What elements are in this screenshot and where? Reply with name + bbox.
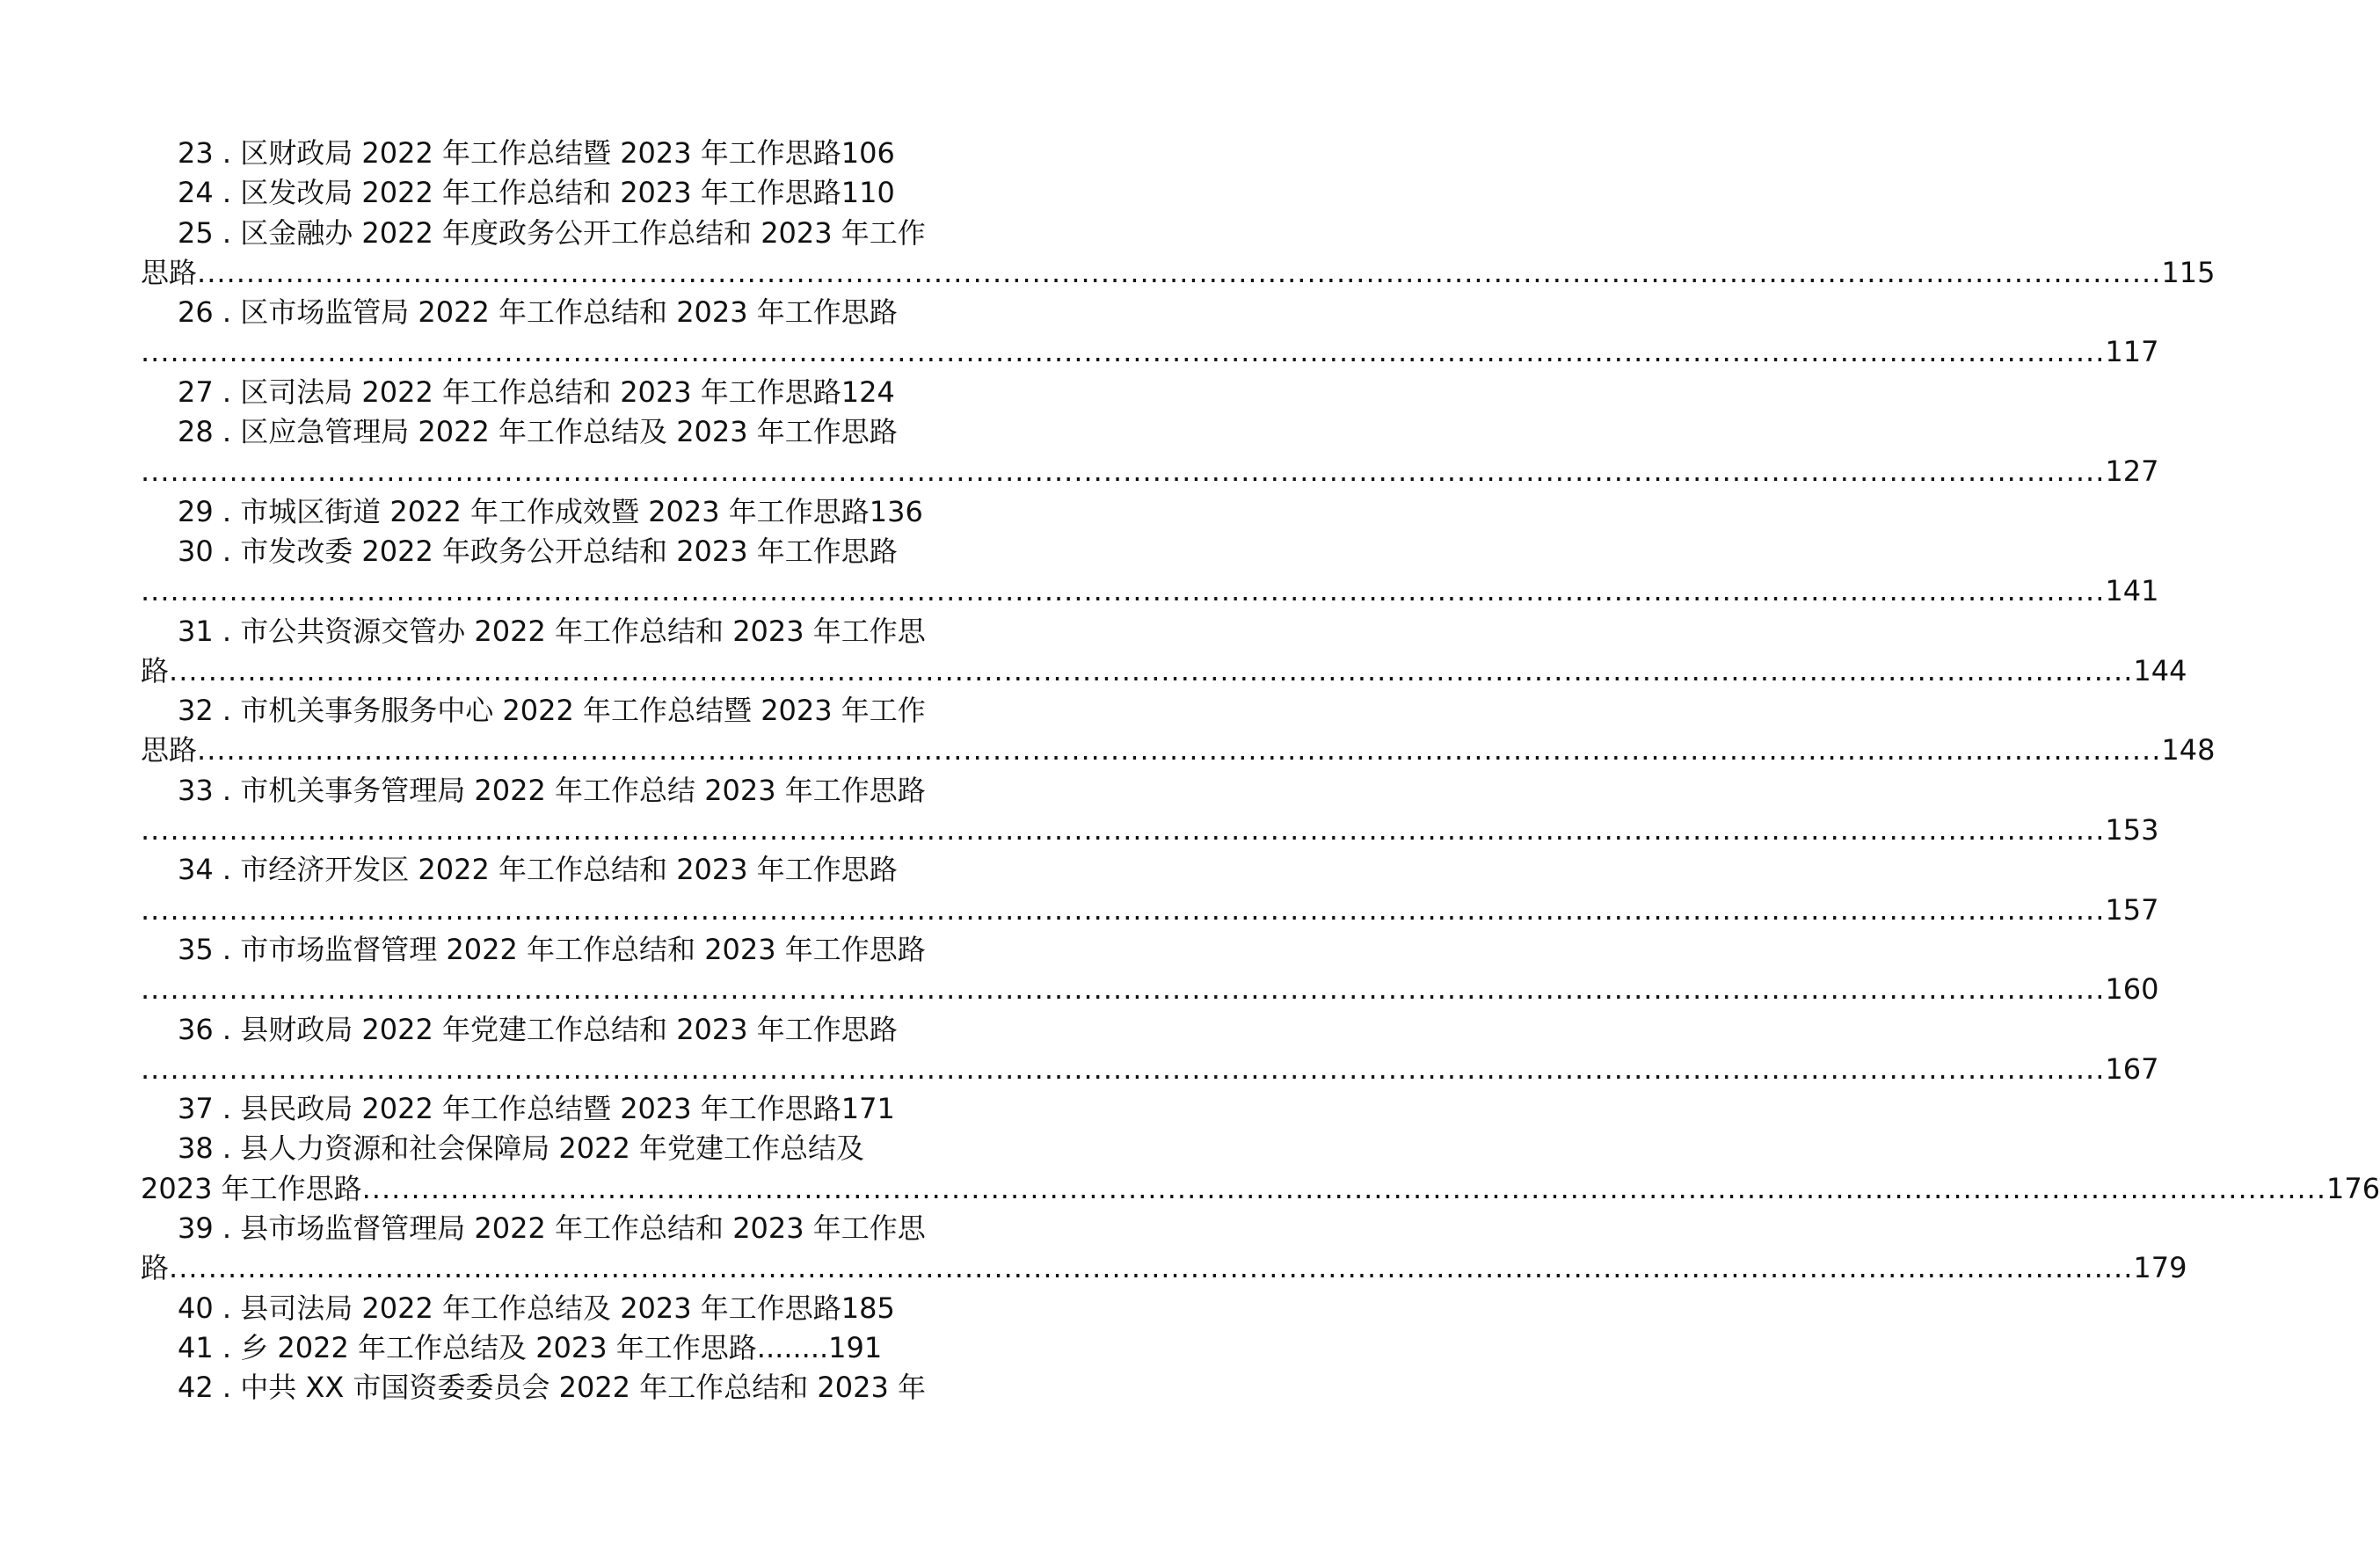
toc-entry-title bbox=[141, 412, 958, 452]
toc-entry-continuation: 思路 bbox=[141, 733, 198, 767]
toc-entry-text: 乡 2022 年工作总结及 2023 年工作思路........191 bbox=[240, 1330, 883, 1364]
toc-entry-title bbox=[141, 1289, 958, 1328]
dot-leader: ........................................................................................................................................................................................................ bbox=[141, 813, 2106, 847]
toc-entry[interactable] bbox=[141, 1368, 958, 1407]
toc-entry[interactable] bbox=[141, 532, 2159, 612]
toc-entry-text: 市机关事务服务中心 2022 年工作总结暨 2023 年工作 bbox=[240, 694, 926, 728]
toc-entry-number: 42 bbox=[178, 1371, 214, 1405]
toc-entry-number: 39 bbox=[178, 1211, 214, 1246]
toc-entry-separator: . bbox=[213, 1330, 241, 1364]
toc-entry-continuation: 思路 bbox=[141, 255, 198, 289]
toc-entry-number: 37 bbox=[178, 1092, 214, 1126]
toc-entry-page-number: 179 bbox=[2133, 1251, 2187, 1285]
toc-entry-leader-line bbox=[141, 651, 2187, 691]
toc-entry-separator: . bbox=[213, 1012, 241, 1046]
toc-entry-separator: . bbox=[213, 694, 241, 728]
toc-entry-number: 24 bbox=[178, 176, 214, 210]
toc-entry-separator: . bbox=[213, 853, 241, 887]
toc-entry-leader-line bbox=[141, 891, 2159, 930]
toc-entry-page-number: 148 bbox=[2161, 733, 2216, 767]
toc-entry[interactable] bbox=[141, 293, 2159, 373]
toc-entry[interactable] bbox=[141, 214, 2216, 294]
toc-entry-separator: . bbox=[213, 1291, 241, 1325]
toc-entry-text: 县民政局 2022 年工作总结暨 2023 年工作思路171 bbox=[240, 1092, 895, 1126]
toc-entry-separator: . bbox=[213, 176, 241, 210]
toc-entry-leader-line bbox=[141, 1248, 2187, 1288]
dot-leader: ........................................................................................................................................................................................................ bbox=[169, 1251, 2134, 1285]
toc-entry-leader-line bbox=[141, 1050, 2159, 1089]
toc-entry-page-number: 160 bbox=[2105, 972, 2159, 1007]
dot-leader: ........................................................................................................................................................................................................ bbox=[141, 972, 2106, 1007]
toc-entry-page-number: 153 bbox=[2105, 813, 2159, 847]
dot-leader: ........................................................................................................................................................................................................ bbox=[141, 455, 2106, 489]
toc-entry[interactable] bbox=[141, 492, 958, 532]
toc-entry-title bbox=[141, 532, 958, 571]
toc-entry-number: 38 bbox=[178, 1131, 214, 1166]
toc-entry-text: 区市场监管局 2022 年工作总结和 2023 年工作思路 bbox=[240, 295, 898, 330]
toc-entry-separator: . bbox=[213, 773, 241, 807]
toc-entry-number: 34 bbox=[178, 853, 214, 887]
toc-entry-leader-line bbox=[141, 571, 2159, 611]
toc-entry[interactable] bbox=[141, 1328, 958, 1368]
toc-entry-title bbox=[141, 1129, 958, 1168]
toc-entry-page-number: 167 bbox=[2105, 1051, 2159, 1086]
toc-entry-leader-line bbox=[141, 811, 2159, 850]
toc-entry-title bbox=[141, 134, 958, 173]
toc-entry-text: 区司法局 2022 年工作总结和 2023 年工作思路124 bbox=[240, 375, 895, 409]
toc-entry[interactable] bbox=[141, 1089, 958, 1129]
dot-leader: ........................................................................................................................................................................................................ bbox=[361, 1171, 2326, 1205]
toc-entry-title bbox=[141, 1209, 958, 1248]
toc-entry[interactable] bbox=[141, 1129, 2380, 1209]
dot-leader: ........................................................................................................................................................................................................ bbox=[141, 335, 2106, 369]
toc-entry-number: 29 bbox=[178, 494, 214, 528]
toc-entry-separator: . bbox=[213, 215, 241, 250]
toc-entry-text: 市城区街道 2022 年工作成效暨 2023 年工作思路136 bbox=[240, 494, 923, 528]
toc-entry-text: 县人力资源和社会保障局 2022 年党建工作总结及 bbox=[240, 1131, 865, 1166]
toc-entry-title bbox=[141, 930, 958, 970]
toc-entry-leader-line bbox=[141, 253, 2216, 293]
toc-entry-text: 区发改局 2022 年工作总结和 2023 年工作思路110 bbox=[240, 176, 895, 210]
toc-entry[interactable] bbox=[141, 850, 2159, 930]
toc-entry-title bbox=[141, 612, 958, 651]
toc-entry-continuation: 路 bbox=[141, 653, 170, 687]
toc-entry[interactable] bbox=[141, 173, 958, 213]
toc-entry-page-number: 141 bbox=[2105, 574, 2159, 608]
toc-entry-number: 36 bbox=[178, 1012, 214, 1046]
toc-entry-text: 市机关事务管理局 2022 年工作总结 2023 年工作思路 bbox=[240, 773, 926, 807]
toc-entry[interactable] bbox=[141, 412, 2159, 492]
toc-entry-separator: . bbox=[213, 415, 241, 449]
toc-entry-number: 31 bbox=[178, 614, 214, 648]
toc-entry-separator: . bbox=[213, 1211, 241, 1246]
toc-entry-number: 30 bbox=[178, 534, 214, 568]
toc-entry-separator: . bbox=[213, 1092, 241, 1126]
toc-entry[interactable] bbox=[141, 1010, 2159, 1090]
toc-entry-text: 县司法局 2022 年工作总结及 2023 年工作思路185 bbox=[240, 1291, 895, 1325]
toc-entry-page-number: 127 bbox=[2105, 455, 2159, 489]
toc-entry-number: 33 bbox=[178, 773, 214, 807]
toc-entry-separator: . bbox=[213, 136, 241, 170]
toc-entry-title bbox=[141, 1368, 958, 1407]
toc-entry-continuation: 路 bbox=[141, 1251, 170, 1285]
toc-entry-text: 市公共资源交管办 2022 年工作总结和 2023 年工作思 bbox=[240, 614, 926, 648]
toc-entry-title bbox=[141, 691, 958, 731]
toc-entry-number: 40 bbox=[178, 1291, 214, 1325]
toc-entry-leader-line bbox=[141, 731, 2216, 770]
toc-entry-title bbox=[141, 373, 958, 412]
toc-entry-page-number: 117 bbox=[2105, 335, 2159, 369]
toc-entry-title bbox=[141, 1010, 958, 1050]
toc-entry-separator: . bbox=[213, 534, 241, 568]
toc-entry-number: 35 bbox=[178, 932, 214, 966]
toc-entry[interactable] bbox=[141, 1289, 958, 1328]
toc-entry[interactable] bbox=[141, 134, 958, 173]
toc-entry-text: 市市场监督管理 2022 年工作总结和 2023 年工作思路 bbox=[240, 932, 926, 966]
toc-entry-title bbox=[141, 1328, 958, 1368]
toc-entry-separator: . bbox=[213, 932, 241, 966]
toc-entry-text: 区应急管理局 2022 年工作总结及 2023 年工作思路 bbox=[240, 415, 898, 449]
toc-entry-page-number: 115 bbox=[2161, 255, 2216, 289]
toc-entry-leader-line bbox=[141, 452, 2159, 491]
toc-entry[interactable] bbox=[141, 373, 958, 412]
toc-entry-text: 中共 XX 市国资委委员会 2022 年工作总结和 2023 年 bbox=[240, 1371, 926, 1405]
dot-leader: ........................................................................................................................................................................................................ bbox=[197, 733, 2162, 767]
dot-leader: ........................................................................................................................................................................................................ bbox=[141, 1051, 2106, 1086]
toc-entry[interactable] bbox=[141, 930, 2159, 1010]
toc-entry-title bbox=[141, 492, 958, 532]
toc-entry-number: 25 bbox=[178, 215, 214, 250]
toc-entry-number: 26 bbox=[178, 295, 214, 330]
toc-entry-separator: . bbox=[213, 375, 241, 409]
toc-entry-title bbox=[141, 850, 958, 890]
toc-entry-separator: . bbox=[213, 295, 241, 330]
toc-entry-text: 区财政局 2022 年工作总结暨 2023 年工作思路106 bbox=[240, 136, 895, 170]
dot-leader: ........................................................................................................................................................................................................ bbox=[141, 892, 2106, 927]
toc-entry-text: 县市场监督管理局 2022 年工作总结和 2023 年工作思 bbox=[240, 1211, 926, 1246]
toc-entry-text: 市经济开发区 2022 年工作总结和 2023 年工作思路 bbox=[240, 853, 898, 887]
toc-entry-page-number: 157 bbox=[2105, 892, 2159, 927]
toc-entry-separator: . bbox=[213, 614, 241, 648]
toc-entry-leader-line bbox=[141, 1169, 2380, 1209]
toc-entry-continuation: 2023 年工作思路 bbox=[141, 1171, 362, 1205]
toc-entry-separator: . bbox=[213, 1131, 241, 1166]
toc-entry-leader-line bbox=[141, 970, 2159, 1009]
toc-entry-page-number: 176 bbox=[2326, 1171, 2380, 1205]
toc-entry[interactable] bbox=[141, 691, 2216, 771]
toc-entry[interactable] bbox=[141, 1209, 2187, 1289]
toc-entry-number: 23 bbox=[178, 136, 214, 170]
toc-entry-title bbox=[141, 771, 958, 811]
toc-entry-separator: . bbox=[213, 1371, 241, 1405]
dot-leader: ........................................................................................................................................................................................................ bbox=[141, 574, 2106, 608]
toc-entry-number: 41 bbox=[178, 1330, 214, 1364]
toc-entry-number: 28 bbox=[178, 415, 214, 449]
toc-entry-leader-line bbox=[141, 332, 2159, 372]
toc-entry-title bbox=[141, 293, 958, 332]
toc-entry-number: 32 bbox=[178, 694, 214, 728]
toc-entry-title bbox=[141, 173, 958, 213]
toc-entry-text: 市发改委 2022 年政务公开总结和 2023 年工作思路 bbox=[240, 534, 898, 568]
toc-entry-title bbox=[141, 1089, 958, 1129]
toc-entry[interactable] bbox=[141, 612, 2187, 692]
toc-entry-title bbox=[141, 214, 958, 253]
toc-entry-text: 区金融办 2022 年度政务公开工作总结和 2023 年工作 bbox=[240, 215, 926, 250]
table-of-contents bbox=[141, 134, 2380, 1408]
toc-entry-separator: . bbox=[213, 494, 241, 528]
toc-entry[interactable] bbox=[141, 771, 2159, 851]
toc-entry-number: 27 bbox=[178, 375, 214, 409]
toc-entry-text: 县财政局 2022 年党建工作总结和 2023 年工作思路 bbox=[240, 1012, 898, 1046]
toc-entry-page-number: 144 bbox=[2133, 653, 2187, 687]
dot-leader: ........................................................................................................................................................................................................ bbox=[197, 255, 2162, 289]
dot-leader: ........................................................................................................................................................................................................ bbox=[169, 653, 2134, 687]
